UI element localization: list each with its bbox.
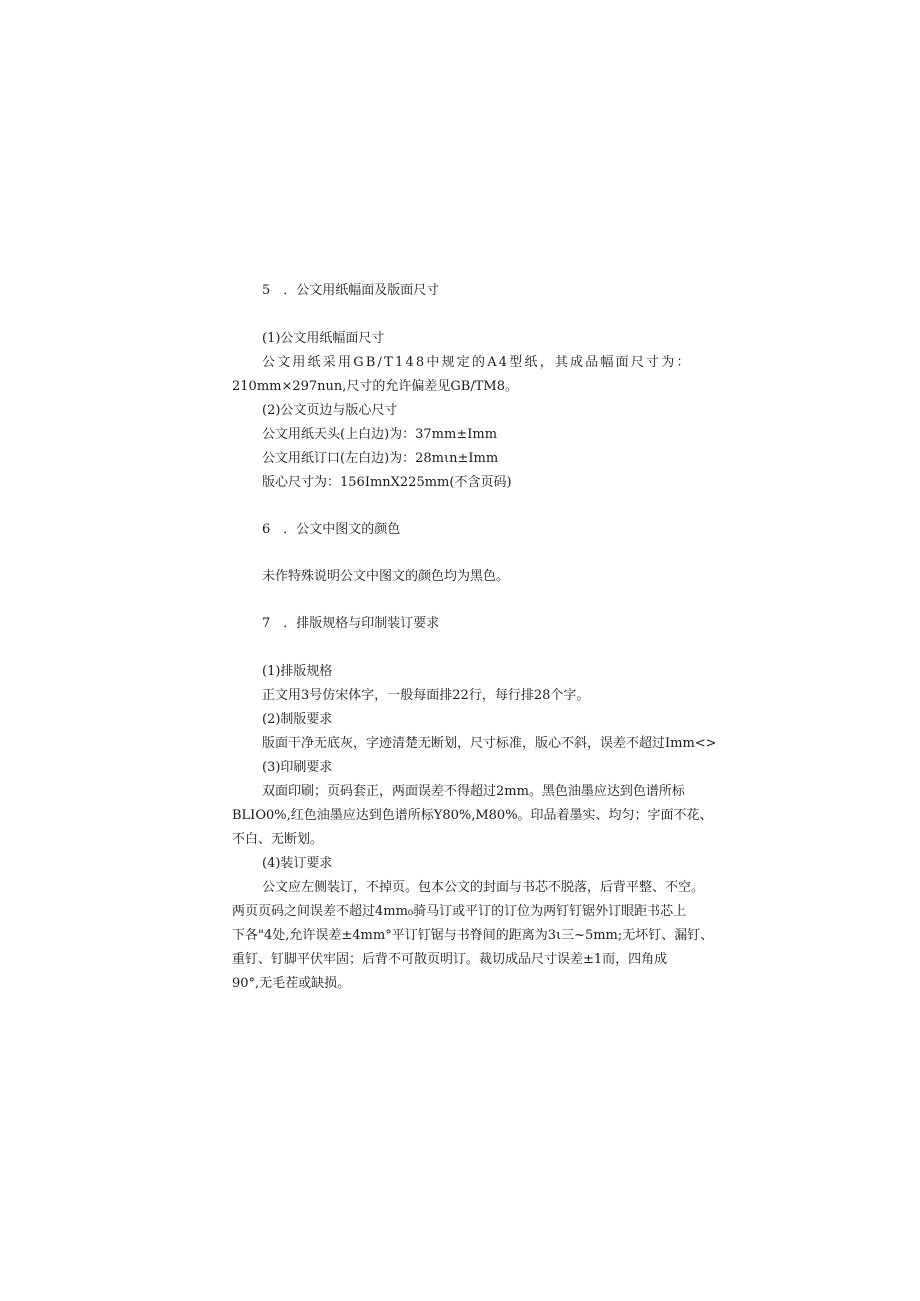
- section-7-sub3-paragraph-line3: 不白、无断划。: [232, 832, 324, 847]
- section-7-sub4-title: (4)装订要求: [262, 856, 333, 871]
- section-7-sub3-paragraph-line1: 双面印刷；页码套正，两面误差不得超过2mm。黑色油墨应达到色谱所标: [262, 784, 685, 799]
- section-7-sub4-paragraph-line5: 90°,无毛茬或缺损。: [232, 976, 351, 991]
- section-5-sub2-text-area: 版心尺寸为：156ImnX225mm(不含页码): [262, 475, 512, 490]
- paragraph-text: 公文用纸采用GB/T148中规定的A4型纸，其成品幅面尺寸为：: [262, 355, 692, 370]
- section-5-sub1-title: (1)公文用纸幅面尺寸: [262, 331, 385, 346]
- section-7-sub4-paragraph-line1: 公文应左侧装订，不掉页。包本公文的封面与书芯不脱落，后背平整、不空。: [262, 880, 705, 895]
- section-7-sub2-paragraph: 版面干净无底灰，字迹清楚无断划，尺寸标准，版心不斜，误差不超过Imm<>: [262, 736, 717, 751]
- section-7-sub3-paragraph-line2: BLIO0%,红色油墨应达到色谱所标Y80%,M80%。印品着墨实、均匀；字面不花、: [232, 808, 713, 823]
- section-7-sub4-paragraph-line4: 重钉、钉脚平伏牢固；后背不可散页明订。裁切成品尺寸误差±1而，四角成: [232, 952, 668, 967]
- section-6-heading: 6 ．公文中图文的颜色: [262, 522, 401, 537]
- section-7-heading: 7 ．排版规格与印制装订要求: [262, 616, 440, 631]
- section-7-sub2-title: (2)制版要求: [262, 712, 333, 727]
- section-5-sub2-title: (2)公文页边与版心尺寸: [262, 403, 398, 418]
- section-5-sub2-left-margin: 公文用纸订口(左白边)为：28mιn±Imm: [262, 451, 499, 466]
- section-5-heading: 5 ．公文用纸幅面及版面尺寸: [262, 283, 440, 298]
- section-5-sub1-paragraph-line1: [262, 355, 692, 370]
- section-7-sub1-paragraph: 正文用3号仿宋体字，一般每面排22行，每行排28个字。: [262, 688, 590, 703]
- section-7-sub4-paragraph-line2: 两页页码之间误差不超过4mm₀骑马订或平订的订位为两钉钉锯外订眼距书芯上: [232, 904, 687, 919]
- section-6-paragraph: 未作特殊说明公文中图文的颜色均为黑色。: [262, 569, 510, 584]
- section-7-sub3-title: (3)印刷要求: [262, 760, 333, 775]
- section-5-sub2-top-margin: 公文用纸天头(上白边)为：37mm±Imm: [262, 427, 498, 442]
- section-7-sub1-title: (1)排版规格: [262, 664, 333, 679]
- section-7-sub4-paragraph-line3: 下各"4处,允许误差±4mm°平订钉锯与书脊间的距离为3ι三~5mm;无坏钉、漏钉、: [232, 928, 714, 943]
- section-5-sub1-paragraph-line2: 210mm×297nun,尺寸的允许偏差见GB/TM8。: [232, 379, 518, 394]
